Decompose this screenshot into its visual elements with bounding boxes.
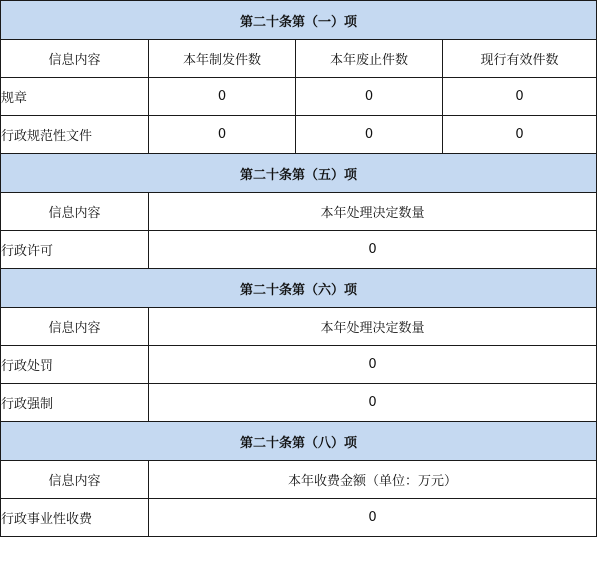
col-header-count: 本年处理决定数量: [149, 308, 597, 346]
cell-value: 0: [296, 78, 443, 116]
section-title: 第二十条第（五）项: [1, 154, 597, 193]
cell-value: 0: [149, 116, 296, 154]
cell-value: 0: [443, 78, 597, 116]
section-title: 第二十条第（八）项: [1, 422, 597, 461]
row-label: 规章: [1, 78, 149, 116]
row-label: 行政规范性文件: [1, 116, 149, 154]
cell-value: 0: [149, 346, 597, 384]
section-header-row: [1, 269, 597, 308]
col-header-info: 信息内容: [1, 40, 149, 78]
col-header-info: 信息内容: [1, 461, 149, 499]
table-row: [1, 78, 597, 116]
cell-value: 0: [149, 499, 597, 537]
section-header-row: [1, 422, 597, 461]
cell-value: 0: [149, 231, 597, 269]
table-row: [1, 346, 597, 384]
column-header-row: [1, 193, 597, 231]
col-header-count: 本年处理决定数量: [149, 193, 597, 231]
column-header-row: [1, 308, 597, 346]
section-header-row: [1, 1, 597, 40]
row-label: 行政处罚: [1, 346, 149, 384]
col-header-valid: 现行有效件数: [443, 40, 597, 78]
section-title: 第二十条第（一）项: [1, 1, 597, 40]
section-header-row: [1, 154, 597, 193]
row-label: 行政事业性收费: [1, 499, 149, 537]
col-header-info: 信息内容: [1, 308, 149, 346]
column-header-row: [1, 40, 597, 78]
col-header-amount: 本年收费金额（单位：万元）: [149, 461, 597, 499]
table-row: [1, 116, 597, 154]
table-row: [1, 231, 597, 269]
col-header-info: 信息内容: [1, 193, 149, 231]
row-label: 行政强制: [1, 384, 149, 422]
column-header-row: [1, 461, 597, 499]
cell-value: 0: [149, 384, 597, 422]
cell-value: 0: [296, 116, 443, 154]
cell-value: 0: [149, 78, 296, 116]
cell-value: 0: [443, 116, 597, 154]
table-row: [1, 384, 597, 422]
table-row: [1, 499, 597, 537]
row-label: 行政许可: [1, 231, 149, 269]
col-header-repealed: 本年废止件数: [296, 40, 443, 78]
col-header-issued: 本年制发件数: [149, 40, 296, 78]
section-title: 第二十条第（六）项: [1, 269, 597, 308]
